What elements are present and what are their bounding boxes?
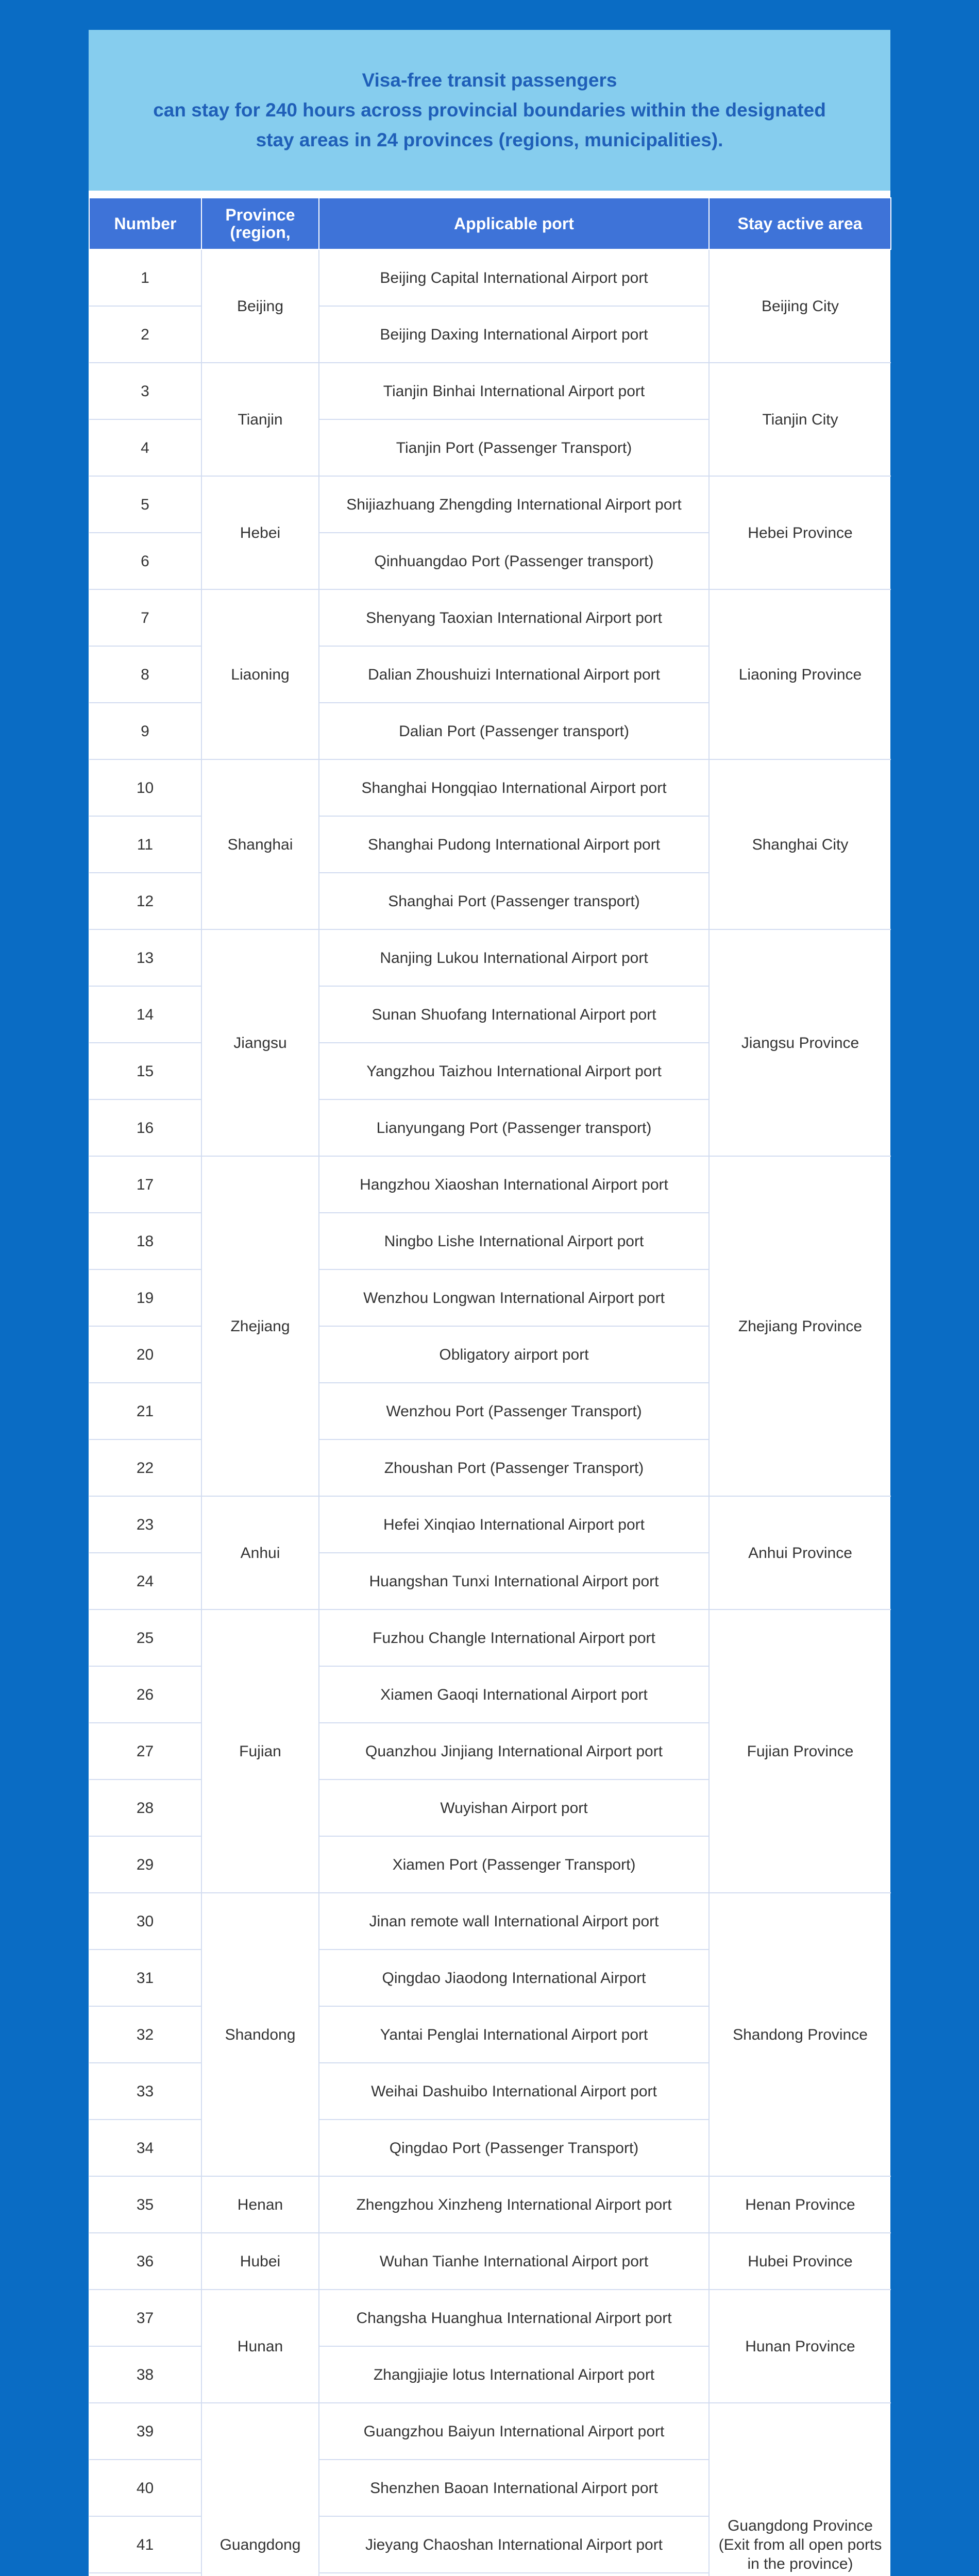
cell-stay-area: Shanghai City (709, 759, 891, 929)
cell-stay-area: Henan Province (709, 2176, 891, 2233)
cell-province: Beijing (201, 249, 319, 363)
cell-port: Fuzhou Changle International Airport port (319, 1609, 709, 1666)
cell-number: 11 (89, 816, 201, 873)
cell-number: 33 (89, 2063, 201, 2120)
table-body (89, 249, 891, 2576)
cell-number: 2 (89, 306, 201, 363)
table-row (89, 1609, 891, 1666)
cell-port: Zhoushan Port (Passenger Transport) (319, 1439, 709, 1496)
cell-number: 1 (89, 249, 201, 306)
cell-stay-area: Hebei Province (709, 476, 891, 589)
cell-province: Hebei (201, 476, 319, 589)
cell-port: Jieyang Chaoshan International Airport port (319, 2516, 709, 2573)
cell-port: Yantai Penglai International Airport port (319, 2006, 709, 2063)
cell-number: 5 (89, 476, 201, 533)
cell-number: 34 (89, 2120, 201, 2176)
cell-stay-area: Liaoning Province (709, 589, 891, 759)
table-row (89, 2233, 891, 2290)
cell-port: Lianyungang Port (Passenger transport) (319, 1099, 709, 1156)
cell-number: 9 (89, 703, 201, 759)
cell-port: Shanghai Pudong International Airport port (319, 816, 709, 873)
cell-number: 12 (89, 873, 201, 929)
cell-number: 23 (89, 1496, 201, 1553)
cell-port: Yangzhou Taizhou International Airport port (319, 1043, 709, 1099)
cell-province: Jiangsu (201, 929, 319, 1156)
table-row (89, 249, 891, 306)
cell-number: 8 (89, 646, 201, 703)
cell-port: Wenzhou Longwan International Airport port (319, 1269, 709, 1326)
cell-stay-area: Guangdong Province (Exit from all open ports in the province) (709, 2403, 891, 2576)
cell-port: Shanghai Hongqiao International Airport port (319, 759, 709, 816)
column-header-province: Province (region, (201, 198, 319, 249)
cell-number: 27 (89, 1723, 201, 1780)
table-row (89, 363, 891, 419)
table-row (89, 2290, 891, 2346)
cell-number: 21 (89, 1383, 201, 1439)
cell-port: Tianjin Port (Passenger Transport) (319, 419, 709, 476)
cell-number: 31 (89, 1950, 201, 2006)
cell-port: Tianjin Binhai International Airport port (319, 363, 709, 419)
column-header-number: Number (89, 198, 201, 249)
cell-number: 17 (89, 1156, 201, 1213)
cell-number: 40 (89, 2460, 201, 2516)
column-header-port: Applicable port (319, 198, 709, 249)
cell-port (319, 2573, 709, 2576)
cell-port: Wuyishan Airport port (319, 1780, 709, 1836)
title-banner (89, 30, 890, 191)
cell-port: Wuhan Tianhe International Airport port (319, 2233, 709, 2290)
cell-port: Sunan Shuofang International Airport port (319, 986, 709, 1043)
cell-number: 6 (89, 533, 201, 589)
cell-port: Qingdao Jiaodong International Airport (319, 1950, 709, 2006)
cell-port: Obligatory airport port (319, 1326, 709, 1383)
cell-stay-area: Zhejiang Province (709, 1156, 891, 1496)
cell-number: 24 (89, 1553, 201, 1609)
cell-province: Shanghai (201, 759, 319, 929)
table-row (89, 2176, 891, 2233)
table-row (89, 2403, 891, 2460)
cell-port: Beijing Capital International Airport port (319, 249, 709, 306)
title-line-3: stay areas in 24 provinces (regions, municipalities). (256, 129, 723, 150)
cell-port: Changsha Huanghua International Airport port (319, 2290, 709, 2346)
cell-number: 20 (89, 1326, 201, 1383)
cell-stay-area: Shandong Province (709, 1893, 891, 2176)
cell-number: 13 (89, 929, 201, 986)
cell-stay-area: Hubei Province (709, 2233, 891, 2290)
cell-number: 25 (89, 1609, 201, 1666)
table-row (89, 759, 891, 816)
table-row (89, 1156, 891, 1213)
cell-port: Guangzhou Baiyun International Airport port (319, 2403, 709, 2460)
cell-number: 10 (89, 759, 201, 816)
table-header-row (89, 198, 891, 249)
cell-port: Qinhuangdao Port (Passenger transport) (319, 533, 709, 589)
cell-stay-area: Jiangsu Province (709, 929, 891, 1156)
cell-number: 35 (89, 2176, 201, 2233)
cell-number: 39 (89, 2403, 201, 2460)
cell-number: 37 (89, 2290, 201, 2346)
title-line-1: Visa-free transit passengers (362, 70, 617, 91)
table-row (89, 1496, 891, 1553)
cell-stay-area: Tianjin City (709, 363, 891, 476)
cell-port: Hangzhou Xiaoshan International Airport port (319, 1156, 709, 1213)
cell-province: Fujian (201, 1609, 319, 1893)
cell-stay-area: Hunan Province (709, 2290, 891, 2403)
cell-port: Hefei Xinqiao International Airport port (319, 1496, 709, 1553)
cell-number: 36 (89, 2233, 201, 2290)
cell-province: Tianjin (201, 363, 319, 476)
cell-number: 32 (89, 2006, 201, 2063)
cell-province: Liaoning (201, 589, 319, 759)
cell-port: Nanjing Lukou International Airport port (319, 929, 709, 986)
cell-province: Hunan (201, 2290, 319, 2403)
cell-number: 14 (89, 986, 201, 1043)
cell-province: Anhui (201, 1496, 319, 1609)
cell-number: 7 (89, 589, 201, 646)
cell-number: 22 (89, 1439, 201, 1496)
cell-province: Shandong (201, 1893, 319, 2176)
cell-port: Wenzhou Port (Passenger Transport) (319, 1383, 709, 1439)
cell-port: Xiamen Gaoqi International Airport port (319, 1666, 709, 1723)
table-row (89, 476, 891, 533)
cell-number: 19 (89, 1269, 201, 1326)
cell-port: Ningbo Lishe International Airport port (319, 1213, 709, 1269)
cell-port: Beijing Daxing International Airport port (319, 306, 709, 363)
column-header-area: Stay active area (709, 198, 891, 249)
cell-province: Guangdong (201, 2403, 319, 2576)
cell-stay-area: Anhui Province (709, 1496, 891, 1609)
cell-number: 30 (89, 1893, 201, 1950)
table-row (89, 1893, 891, 1950)
cell-port: Dalian Zhoushuizi International Airport port (319, 646, 709, 703)
cell-port: Weihai Dashuibo International Airport port (319, 2063, 709, 2120)
cell-number: 41 (89, 2516, 201, 2573)
cell-port: Shijiazhuang Zhengding International Airport port (319, 476, 709, 533)
cell-number: 26 (89, 1666, 201, 1723)
title-line-2: can stay for 240 hours across provincial boundaries within the designated (153, 99, 826, 121)
cell-province: Zhejiang (201, 1156, 319, 1496)
cell-number: 28 (89, 1780, 201, 1836)
cell-port: Jinan remote wall International Airport port (319, 1893, 709, 1950)
cell-number: 29 (89, 1836, 201, 1893)
cell-province: Henan (201, 2176, 319, 2233)
cell-port: Quanzhou Jinjiang International Airport port (319, 1723, 709, 1780)
cell-port: Shenzhen Baoan International Airport port (319, 2460, 709, 2516)
cell-province: Hubei (201, 2233, 319, 2290)
info-card (89, 30, 890, 2576)
cell-port: Shenyang Taoxian International Airport port (319, 589, 709, 646)
cell-port: Zhangjiajie lotus International Airport port (319, 2346, 709, 2403)
cell-number: 4 (89, 419, 201, 476)
cell-stay-area: Beijing City (709, 249, 891, 363)
ports-table (89, 197, 891, 2576)
cell-port: Huangshan Tunxi International Airport port (319, 1553, 709, 1609)
cell-port: Qingdao Port (Passenger Transport) (319, 2120, 709, 2176)
cell-number (89, 2573, 201, 2576)
cell-number: 18 (89, 1213, 201, 1269)
cell-port: Dalian Port (Passenger transport) (319, 703, 709, 759)
cell-port: Zhengzhou Xinzheng International Airport port (319, 2176, 709, 2233)
cell-stay-area: Fujian Province (709, 1609, 891, 1893)
cell-port: Shanghai Port (Passenger transport) (319, 873, 709, 929)
table-row (89, 929, 891, 986)
cell-number: 3 (89, 363, 201, 419)
cell-number: 16 (89, 1099, 201, 1156)
table-row (89, 589, 891, 646)
cell-number: 15 (89, 1043, 201, 1099)
cell-number: 38 (89, 2346, 201, 2403)
cell-port: Xiamen Port (Passenger Transport) (319, 1836, 709, 1893)
